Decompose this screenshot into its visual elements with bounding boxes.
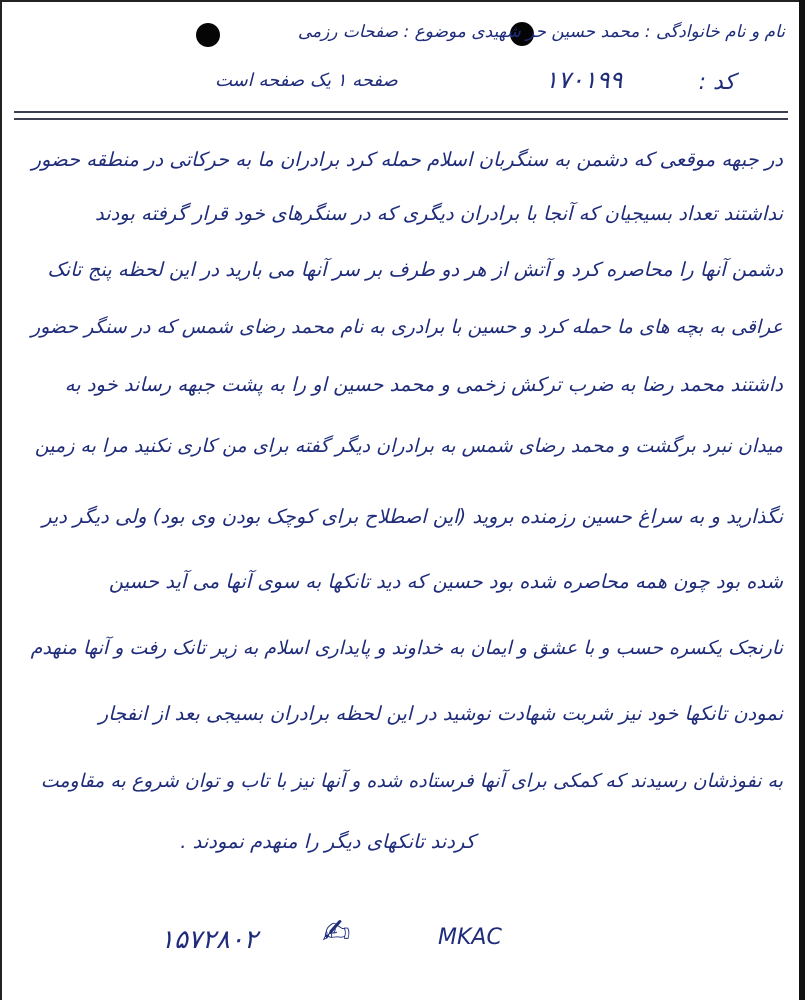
header-divider-top <box>14 111 788 113</box>
body-line-8: شده بود چون همه محاصره شده بود حسین که دید تانکها به سوی آنها می آید حسین <box>108 570 783 593</box>
scan-border-top <box>0 0 805 2</box>
header-name-and-subject: نام و نام خانوادگی : محمد حسین حر شهیدی موضوع : صفحات رزمی <box>297 22 785 42</box>
header-divider-bottom <box>14 118 788 120</box>
header-code-label: کد : <box>698 70 735 95</box>
body-line-5: داشتند محمد رضا به ضرب ترکش زخمی و محمد حسین او را به پشت جبهه رساند خود به <box>64 373 783 396</box>
body-line-1: در جبهه موقعی که دشمن به سنگربان اسلام حمله کرد برادران ما به حرکاتی در منطقه حضور <box>31 148 783 171</box>
body-line-2: نداشتند تعداد بسیجیان که آنجا با برادران دیگری که در سنگرهای خود قرار گرفته بودند <box>95 202 783 225</box>
footer-archive-code: MKAC <box>438 925 502 950</box>
body-line-10: نمودن تانکها خود نیز شربت شهادت نوشید در این لحظه برادران بسیجی بعد از انفجار <box>98 702 783 725</box>
footer-archive-number: ۱۵۷۲۸۰۲ <box>160 925 258 955</box>
body-line-3: دشمن آنها را محاصره کرد و آتش از هر دو طرف بر سر آنها می بارید در این لحظه پنج تانک <box>47 258 783 281</box>
body-line-4: عراقی به بچه های ما حمله کرد و حسین با برادری به نام محمد رضای شمس که در سنگر حضور <box>30 316 783 338</box>
scan-border-left <box>0 0 2 1000</box>
body-line-6: میدان نبرد برگشت و محمد رضای شمس به برادران دیگر گفته برای من کاری نکنید مرا به زمین <box>34 435 783 457</box>
body-line-11: به نفوذشان رسیدند که کمکی برای آنها فرستاده شده و آنها نیز با تاب و توان شروع به مقاومت <box>40 770 783 792</box>
body-line-9: نارنجک یکسره حسب و با عشق و ایمان به خداوند و پایداری اسلام به زیر تانک رفت و آنها منهدم <box>30 637 783 659</box>
body-line-12: کردند تانکهای دیگر را منهدم نمودند . <box>180 830 475 853</box>
header-code-value: ۱۷۰۱۹۹ <box>545 66 623 94</box>
footer-handwritten-mark: ✍ <box>322 912 351 952</box>
header-pages-note: صفحه ۱ یک صفحه است <box>215 70 398 91</box>
punch-hole-left <box>196 23 220 47</box>
body-line-7: نگذارید و به سراغ حسین رزمنده بروید (این اصطلاح برای کوچک بودن وی بود) ولی دیگر دیر <box>42 505 783 528</box>
scan-border-right <box>799 0 805 1000</box>
